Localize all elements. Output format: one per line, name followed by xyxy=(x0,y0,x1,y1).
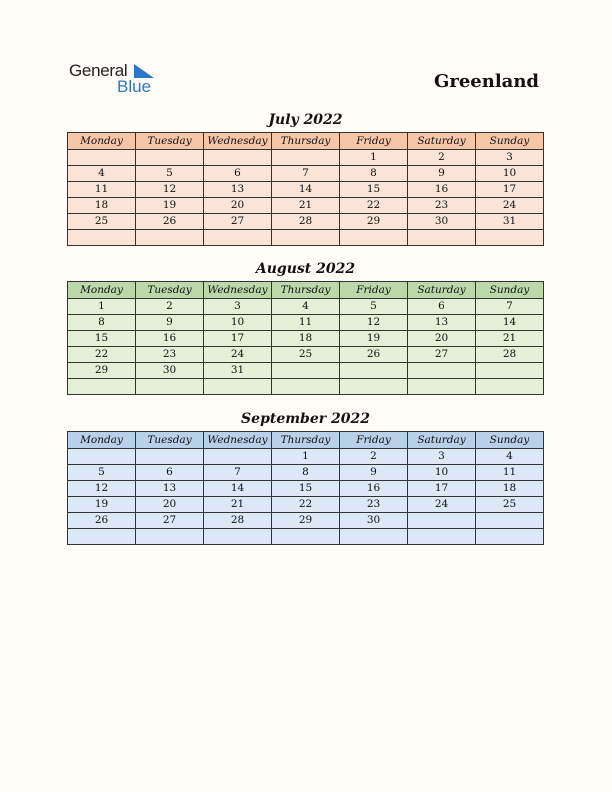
day-cell: 21 xyxy=(476,331,544,347)
country-title: Greenland xyxy=(433,71,539,92)
day-cell xyxy=(408,363,476,379)
day-cell xyxy=(476,379,544,395)
weekday-header: Saturday xyxy=(408,432,476,449)
day-cell: 10 xyxy=(408,465,476,481)
week-row xyxy=(68,182,544,198)
month-title: July 2022 xyxy=(268,112,343,128)
day-cell: 29 xyxy=(68,363,136,379)
day-cell: 7 xyxy=(204,465,272,481)
day-cell: 4 xyxy=(272,299,340,315)
day-cell xyxy=(204,150,272,166)
day-cell: 14 xyxy=(204,481,272,497)
day-cell: 8 xyxy=(68,315,136,331)
day-cell xyxy=(68,529,136,545)
weekday-header: Friday xyxy=(340,282,408,299)
day-cell: 30 xyxy=(340,513,408,529)
day-cell xyxy=(204,529,272,545)
day-cell: 16 xyxy=(340,481,408,497)
month-table xyxy=(67,132,544,246)
weekday-header: Wednesday xyxy=(204,282,272,299)
weekday-header: Friday xyxy=(340,133,408,150)
weekday-header: Thursday xyxy=(272,133,340,150)
weekday-header: Tuesday xyxy=(136,432,204,449)
day-cell: 21 xyxy=(204,497,272,513)
week-row xyxy=(68,198,544,214)
weekday-header: Friday xyxy=(340,432,408,449)
day-cell: 5 xyxy=(136,166,204,182)
month-aug xyxy=(67,260,544,395)
day-cell: 14 xyxy=(476,315,544,331)
weekday-header: Wednesday xyxy=(204,432,272,449)
day-cell: 19 xyxy=(136,198,204,214)
week-row xyxy=(68,166,544,182)
day-cell: 25 xyxy=(68,214,136,230)
day-cell xyxy=(340,529,408,545)
day-cell xyxy=(68,449,136,465)
month-sep xyxy=(67,410,544,545)
day-cell: 10 xyxy=(204,315,272,331)
day-cell xyxy=(476,230,544,246)
day-cell: 8 xyxy=(272,465,340,481)
day-cell xyxy=(204,449,272,465)
day-cell: 16 xyxy=(136,331,204,347)
weekday-header: Tuesday xyxy=(136,133,204,150)
week-row xyxy=(68,150,544,166)
day-cell: 16 xyxy=(408,182,476,198)
week-row xyxy=(68,465,544,481)
weekday-header: Tuesday xyxy=(136,282,204,299)
day-cell xyxy=(68,150,136,166)
day-cell xyxy=(272,379,340,395)
day-cell xyxy=(68,230,136,246)
brand-name-general: General xyxy=(69,61,128,80)
day-cell xyxy=(136,230,204,246)
day-cell: 20 xyxy=(204,198,272,214)
day-cell xyxy=(204,230,272,246)
day-cell xyxy=(340,363,408,379)
day-cell: 3 xyxy=(204,299,272,315)
weekday-header: Monday xyxy=(68,432,136,449)
day-cell: 9 xyxy=(408,166,476,182)
day-cell xyxy=(340,379,408,395)
day-cell xyxy=(272,230,340,246)
day-cell: 12 xyxy=(340,315,408,331)
day-cell: 11 xyxy=(68,182,136,198)
day-cell: 2 xyxy=(136,299,204,315)
day-cell xyxy=(136,529,204,545)
week-row xyxy=(68,299,544,315)
day-cell: 17 xyxy=(204,331,272,347)
day-cell: 26 xyxy=(68,513,136,529)
week-row xyxy=(68,379,544,395)
week-row xyxy=(68,529,544,545)
day-cell: 20 xyxy=(408,331,476,347)
day-cell xyxy=(408,230,476,246)
weekday-header: Thursday xyxy=(272,432,340,449)
day-cell: 13 xyxy=(408,315,476,331)
day-cell: 7 xyxy=(476,299,544,315)
weekday-header: Wednesday xyxy=(204,133,272,150)
weekday-header: Saturday xyxy=(408,282,476,299)
weekday-header: Monday xyxy=(68,282,136,299)
day-cell xyxy=(272,363,340,379)
day-cell: 28 xyxy=(204,513,272,529)
day-cell xyxy=(476,513,544,529)
day-cell xyxy=(272,150,340,166)
day-cell: 1 xyxy=(340,150,408,166)
day-cell: 5 xyxy=(68,465,136,481)
day-cell: 18 xyxy=(272,331,340,347)
day-cell: 18 xyxy=(68,198,136,214)
weekday-header: Sunday xyxy=(476,282,544,299)
day-cell: 26 xyxy=(340,347,408,363)
week-row xyxy=(68,331,544,347)
day-cell: 26 xyxy=(136,214,204,230)
week-row xyxy=(68,315,544,331)
day-cell xyxy=(476,529,544,545)
day-cell: 12 xyxy=(136,182,204,198)
week-row xyxy=(68,513,544,529)
day-cell xyxy=(340,230,408,246)
day-cell: 28 xyxy=(272,214,340,230)
day-cell: 9 xyxy=(136,315,204,331)
weekday-header-row xyxy=(68,432,544,449)
day-cell xyxy=(68,379,136,395)
brand-name-blue: Blue xyxy=(117,77,152,96)
month-title: September 2022 xyxy=(241,411,370,427)
day-cell: 13 xyxy=(136,481,204,497)
day-cell: 4 xyxy=(476,449,544,465)
day-cell: 22 xyxy=(340,198,408,214)
week-row xyxy=(68,230,544,246)
day-cell: 3 xyxy=(408,449,476,465)
day-cell: 22 xyxy=(272,497,340,513)
day-cell: 27 xyxy=(408,347,476,363)
day-cell: 31 xyxy=(204,363,272,379)
weekday-header: Sunday xyxy=(476,133,544,150)
day-cell xyxy=(204,379,272,395)
day-cell: 6 xyxy=(204,166,272,182)
day-cell: 1 xyxy=(68,299,136,315)
day-cell: 29 xyxy=(272,513,340,529)
day-cell: 13 xyxy=(204,182,272,198)
day-cell: 31 xyxy=(476,214,544,230)
day-cell: 23 xyxy=(340,497,408,513)
week-row xyxy=(68,481,544,497)
day-cell xyxy=(136,379,204,395)
week-row xyxy=(68,363,544,379)
day-cell: 11 xyxy=(476,465,544,481)
day-cell: 15 xyxy=(68,331,136,347)
day-cell: 2 xyxy=(408,150,476,166)
brand-logo xyxy=(69,61,159,97)
day-cell: 1 xyxy=(272,449,340,465)
day-cell: 27 xyxy=(136,513,204,529)
day-cell: 30 xyxy=(136,363,204,379)
week-row xyxy=(68,347,544,363)
day-cell: 14 xyxy=(272,182,340,198)
day-cell: 10 xyxy=(476,166,544,182)
day-cell xyxy=(136,150,204,166)
day-cell: 24 xyxy=(204,347,272,363)
day-cell: 11 xyxy=(272,315,340,331)
day-cell: 2 xyxy=(340,449,408,465)
day-cell: 15 xyxy=(272,481,340,497)
day-cell: 30 xyxy=(408,214,476,230)
month-table xyxy=(67,431,544,545)
day-cell: 6 xyxy=(408,299,476,315)
day-cell: 8 xyxy=(340,166,408,182)
week-row xyxy=(68,214,544,230)
week-row xyxy=(68,497,544,513)
day-cell xyxy=(408,529,476,545)
day-cell xyxy=(272,529,340,545)
day-cell: 6 xyxy=(136,465,204,481)
day-cell: 24 xyxy=(476,198,544,214)
day-cell: 12 xyxy=(68,481,136,497)
day-cell: 3 xyxy=(476,150,544,166)
day-cell xyxy=(408,379,476,395)
day-cell: 25 xyxy=(476,497,544,513)
day-cell xyxy=(476,363,544,379)
day-cell: 24 xyxy=(408,497,476,513)
day-cell: 7 xyxy=(272,166,340,182)
month-table xyxy=(67,281,544,395)
day-cell: 19 xyxy=(340,331,408,347)
weekday-header: Thursday xyxy=(272,282,340,299)
day-cell: 4 xyxy=(68,166,136,182)
month-jul xyxy=(67,111,544,246)
day-cell: 19 xyxy=(68,497,136,513)
day-cell xyxy=(408,513,476,529)
weekday-header: Sunday xyxy=(476,432,544,449)
day-cell: 17 xyxy=(476,182,544,198)
day-cell xyxy=(136,449,204,465)
day-cell: 22 xyxy=(68,347,136,363)
day-cell: 28 xyxy=(476,347,544,363)
weekday-header-row xyxy=(68,282,544,299)
month-title: August 2022 xyxy=(255,261,356,277)
day-cell: 5 xyxy=(340,299,408,315)
week-row xyxy=(68,449,544,465)
weekday-header: Monday xyxy=(68,133,136,150)
day-cell: 21 xyxy=(272,198,340,214)
weekday-header-row xyxy=(68,133,544,150)
day-cell: 23 xyxy=(136,347,204,363)
day-cell: 18 xyxy=(476,481,544,497)
weekday-header: Saturday xyxy=(408,133,476,150)
day-cell: 17 xyxy=(408,481,476,497)
day-cell: 15 xyxy=(340,182,408,198)
day-cell: 20 xyxy=(136,497,204,513)
day-cell: 25 xyxy=(272,347,340,363)
day-cell: 27 xyxy=(204,214,272,230)
day-cell: 23 xyxy=(408,198,476,214)
day-cell: 29 xyxy=(340,214,408,230)
day-cell: 9 xyxy=(340,465,408,481)
